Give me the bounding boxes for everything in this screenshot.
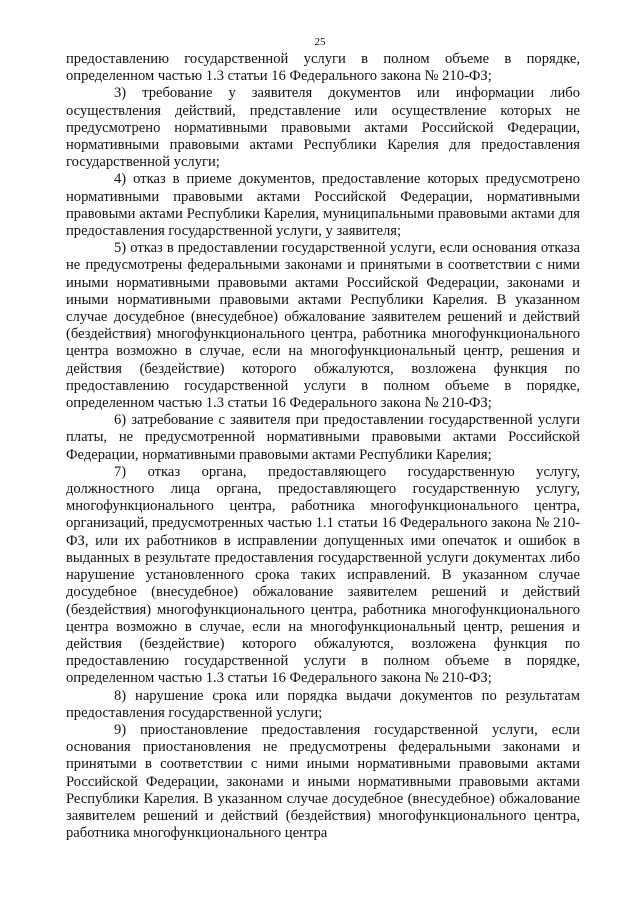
paragraph: 5) отказ в предоставлении государственной услуги, если основания отказа не предусмотрены федеральными законами и принятыми в соответствии с ними иными нормативными правовыми актами Российской Федерации, законами и иными нормативными правовыми актами Республики Карелия. В указанном случае досудебное (внесудебное) обжалование заявителем решений и действий (бездействия) многофункционального центра, работника многофункционального центра возможно в случае, если на многофункциональный центр, решения и действия (бездействие) которого обжалуются, возложена функция по предоставлению государственной услуги в полном объеме в порядке, определенном частью 1.3 статьи 16 Федерального закона № 210-ФЗ; [66,240,580,412]
paragraph: 6) затребование с заявителя при предоставлении государственной услуги платы, не предусмотренной нормативными правовыми актами Российской Федерации, нормативными правовыми актами Республики Карелия; [66,412,580,463]
page-number: 25 [314,36,326,48]
paragraph: 9) приостановление предоставления государственной услуги, если основания приостановления не предусмотрены федеральными законами и принятыми в соответствии с ними иными нормативными правовыми актами Российской Федерации, законами и иными нормативными правовыми актами Республики Карелия. В указанном случае досудебное (внесудебное) обжалование заявителем решений и действий (бездействия) многофункционального центра, работника многофункционального центра [66,721,580,842]
document-body [66,51,580,842]
paragraph: 3) требование у заявителя документов или информации либо осуществления действий, представление или осуществление которых не предусмотрено нормативными правовыми актами Российской Федерации, нормативными правовыми актами Республики Карелия для предоставления государственной услуги; [66,85,580,171]
paragraph: 4) отказ в приеме документов, предоставление которых предусмотрено нормативными правовыми актами Российской Федерации, нормативными правовыми актами Республики Карелия, муниципальными правовыми актами для предоставления государственной услуги, у заявителя; [66,171,580,240]
paragraph: 8) нарушение срока или порядка выдачи документов по результатам предоставления государственной услуги; [66,687,580,721]
paragraph: 7) отказ органа, предоставляющего государственную услугу, должностного лица органа, предоставляющего государственную услугу, многофункционального центра, работника многофункционального центра, организаций, предусмотренных частью 1.1 статьи 16 Федерального закона № 210-ФЗ, или их работников в исправлении допущенных ими опечаток и ошибок в выданных в результате предоставления государственной услуги документах либо нарушение установленного срока таких исправлений. В указанном случае досудебное (внесудебное) обжалование заявителем решений и действий (бездействия) многофункционального центра, работника многофункционального центра возможно в случае, если на многофункциональный центр, решения и действия (бездействие) которого обжалуются, возложена функция по предоставлению государственной услуги в полном объеме в порядке, определенном частью 1.3 статьи 16 Федерального закона № 210-ФЗ; [66,463,580,687]
paragraph: предоставлению государственной услуги в полном объеме в порядке, определенном частью 1.3 статьи 16 Федерального закона № 210-ФЗ; [66,51,580,85]
